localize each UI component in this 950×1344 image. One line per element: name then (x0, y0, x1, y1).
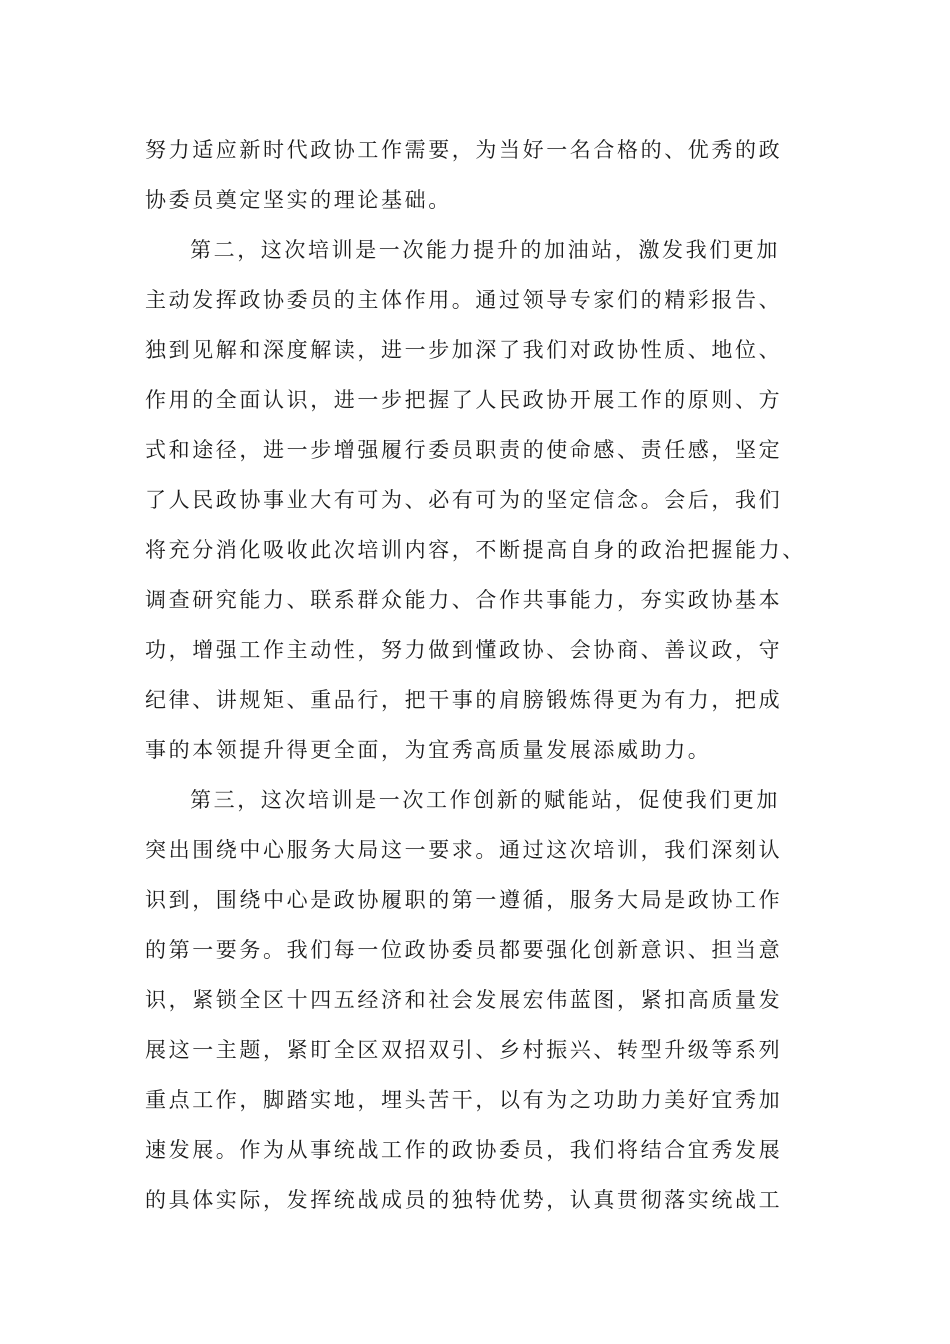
text-line-18: 识，紧锁全区十四五经济和社会发展宏伟蓝图，紧扣高质量发 (145, 988, 783, 1012)
paragraph-3-first-line: 第三，这次培训是一次工作创新的赋能站，促使我们更加 (190, 788, 780, 812)
text-line-10: 调查研究能力、联系群众能力、合作共事能力，夯实政协基本 (145, 588, 783, 612)
text-line-13: 事的本领提升得更全面，为宜秀高质量发展添威助力。 (145, 738, 712, 762)
text-line-16: 识到，围绕中心是政协履职的第一遵循，服务大局是政协工作 (145, 888, 783, 912)
text-line-17: 的第一要务。我们每一位政协委员都要强化创新意识、担当意 (145, 938, 783, 962)
text-line-4: 主动发挥政协委员的主体作用。通过领导专家们的精彩报告、 (145, 288, 783, 312)
text-line-12: 纪律、讲规矩、重品行，把干事的肩膀锻炼得更为有力，把成 (145, 688, 783, 712)
text-line-20: 重点工作，脚踏实地，埋头苦干，以有为之功助力美好宜秀加 (145, 1088, 783, 1112)
text-line-7: 式和途径，进一步增强履行委员职责的使命感、责任感，坚定 (145, 438, 783, 462)
text-line-2: 协委员奠定坚实的理论基础。 (145, 188, 452, 212)
text-line-15: 突出围绕中心服务大局这一要求。通过这次培训，我们深刻认 (145, 838, 783, 862)
text-line-21: 速发展。作为从事统战工作的政协委员，我们将结合宜秀发展 (145, 1138, 783, 1162)
text-line-5: 独到见解和深度解读，进一步加深了我们对政协性质、地位、 (145, 338, 783, 362)
text-line-19: 展这一主题，紧盯全区双招双引、乡村振兴、转型升级等系列 (145, 1038, 783, 1062)
text-line-9: 将充分消化吸收此次培训内容，不断提高自身的政治把握能力、 (145, 538, 806, 562)
text-line-6: 作用的全面认识，进一步把握了人民政协开展工作的原则、方 (145, 388, 783, 412)
text-line-11: 功，增强工作主动性，努力做到懂政协、会协商、善议政，守 (145, 638, 783, 662)
text-line-22: 的具体实际，发挥统战成员的独特优势，认真贯彻落实统战工 (145, 1188, 783, 1212)
paragraph-2-first-line: 第二，这次培训是一次能力提升的加油站，激发我们更加 (190, 238, 780, 262)
text-line-8: 了人民政协事业大有可为、必有可为的坚定信念。会后，我们 (145, 488, 783, 512)
text-line-1: 努力适应新时代政协工作需要，为当好一名合格的、优秀的政 (145, 138, 783, 162)
